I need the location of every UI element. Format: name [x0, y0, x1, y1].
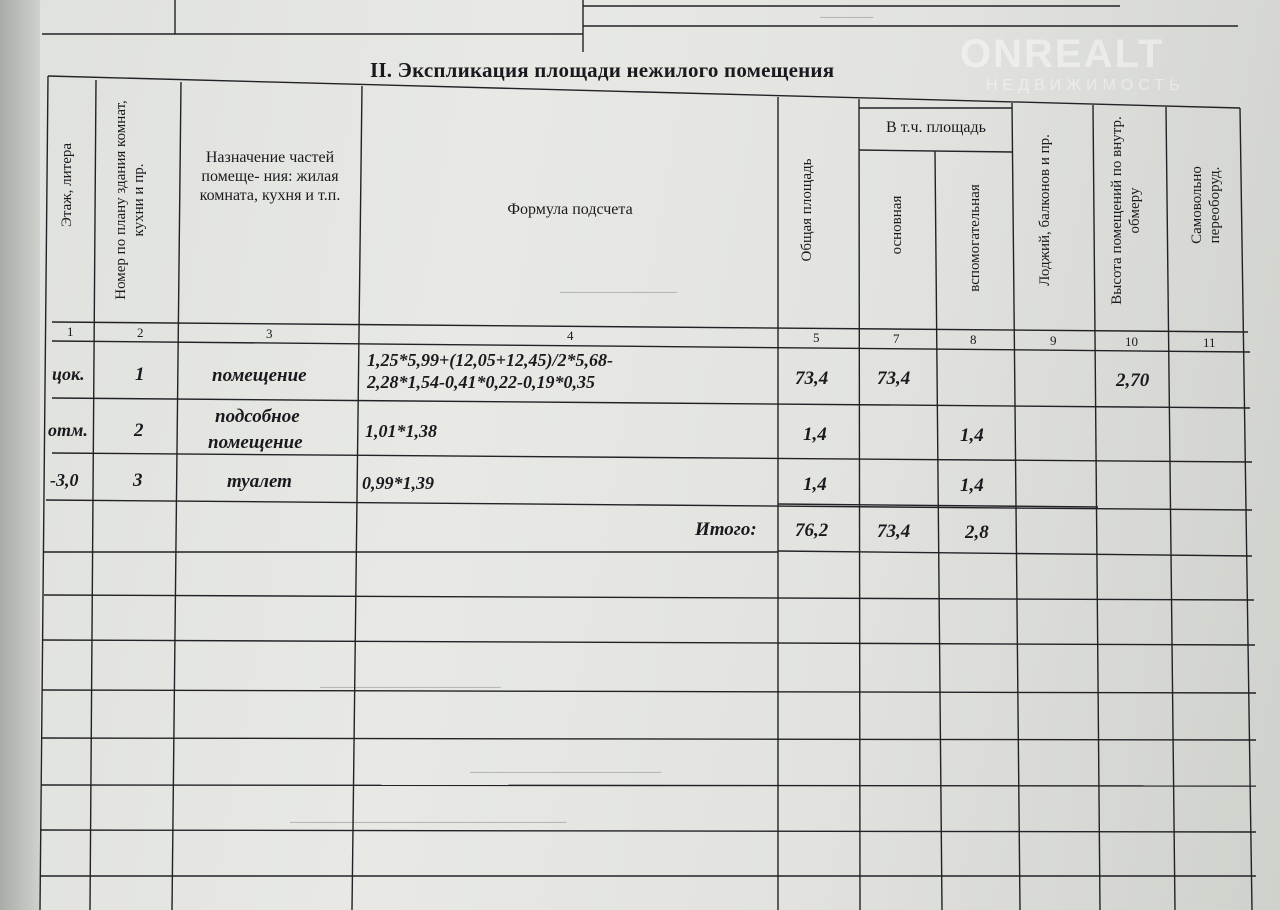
- watermark-subtitle: НЕДВИЖИМОСТЬ: [986, 77, 1185, 94]
- row1-total-area: 73,4: [795, 368, 829, 389]
- totals-label: Итого:: [695, 519, 757, 540]
- header-purpose: Назначение частей помеще- ния: жилая комната, кухня и т.п.: [199, 149, 341, 204]
- row2-room-number: 2: [134, 420, 144, 441]
- header-auxiliary: вспомогательная: [967, 184, 983, 292]
- watermark-logo: [960, 32, 1185, 95]
- row2-aux-area: 1,4: [960, 425, 984, 446]
- column-number: 10: [1125, 334, 1138, 349]
- header-loggias: Лоджий, балконов и пр.: [1037, 134, 1053, 286]
- column-number: 7: [893, 331, 900, 346]
- row3-formula: 0,99*1,39: [362, 473, 434, 493]
- row1-formula-line2: 2,28*1,54-0,41*0,22-0,19*0,35: [367, 372, 595, 392]
- column-number: 4: [567, 328, 574, 343]
- row1-room-number: 1: [135, 364, 145, 385]
- row1-formula-line1: 1,25*5,99+(12,05+12,45)/2*5,68-: [367, 350, 613, 370]
- row1-main-area: 73,4: [877, 368, 911, 389]
- row1-floor: цок.: [52, 364, 85, 384]
- column-number: 8: [970, 332, 977, 347]
- header-incl-area: В т.ч. площадь: [886, 119, 986, 136]
- column-number: 11: [1203, 335, 1216, 350]
- watermark-brand: ONREALT: [960, 32, 1165, 76]
- header-floor: Этаж, литера: [59, 142, 75, 228]
- row3-total-area: 1,4: [803, 474, 827, 495]
- row3-room-number: 3: [133, 470, 143, 491]
- bleed-through-text: ─────────────────: [320, 680, 501, 696]
- bleed-through-text: ──────────────────────────: [290, 815, 567, 831]
- bleed-through-text: ──────────────────: [470, 765, 662, 781]
- column-number: 5: [813, 330, 820, 345]
- totals-aux-area: 2,8: [965, 522, 989, 543]
- row2-total-area: 1,4: [803, 424, 827, 445]
- row3-purpose: туалет: [227, 471, 292, 492]
- row1-height: 2,70: [1116, 370, 1150, 391]
- row2-purpose-line1: подсобное: [215, 406, 300, 427]
- row1-purpose: помещение: [212, 365, 307, 386]
- bleed-through-text: ───────────: [560, 285, 677, 301]
- header-formula: Формула подсчета: [507, 201, 633, 218]
- header-main: основная: [889, 195, 905, 255]
- totals-total-area: 76,2: [795, 520, 829, 541]
- row3-aux-area: 1,4: [960, 475, 984, 496]
- column-number: 1: [67, 324, 74, 339]
- row2-formula: 1,01*1,38: [365, 421, 437, 441]
- header-total-area: Общая площадь: [799, 158, 815, 262]
- page-title: II. Экспликация площади нежилого помещения: [370, 58, 835, 82]
- column-number: 2: [137, 325, 144, 340]
- header-unauthorized: Самовольно переоборуд.: [1189, 166, 1223, 244]
- header-height: Высота помещений по внутр. обмеру: [1109, 116, 1143, 305]
- column-number: 9: [1050, 333, 1057, 348]
- header-room-number: Номер по плану здания комнат, кухни и пр.: [113, 100, 147, 300]
- row3-floor: -3,0: [50, 470, 79, 490]
- totals-main-area: 73,4: [877, 521, 911, 542]
- row2-purpose-line2: помещение: [208, 432, 303, 453]
- column-number: 3: [266, 326, 273, 341]
- bleed-through-text: ─────: [820, 10, 874, 26]
- row2-floor: отм.: [48, 420, 88, 440]
